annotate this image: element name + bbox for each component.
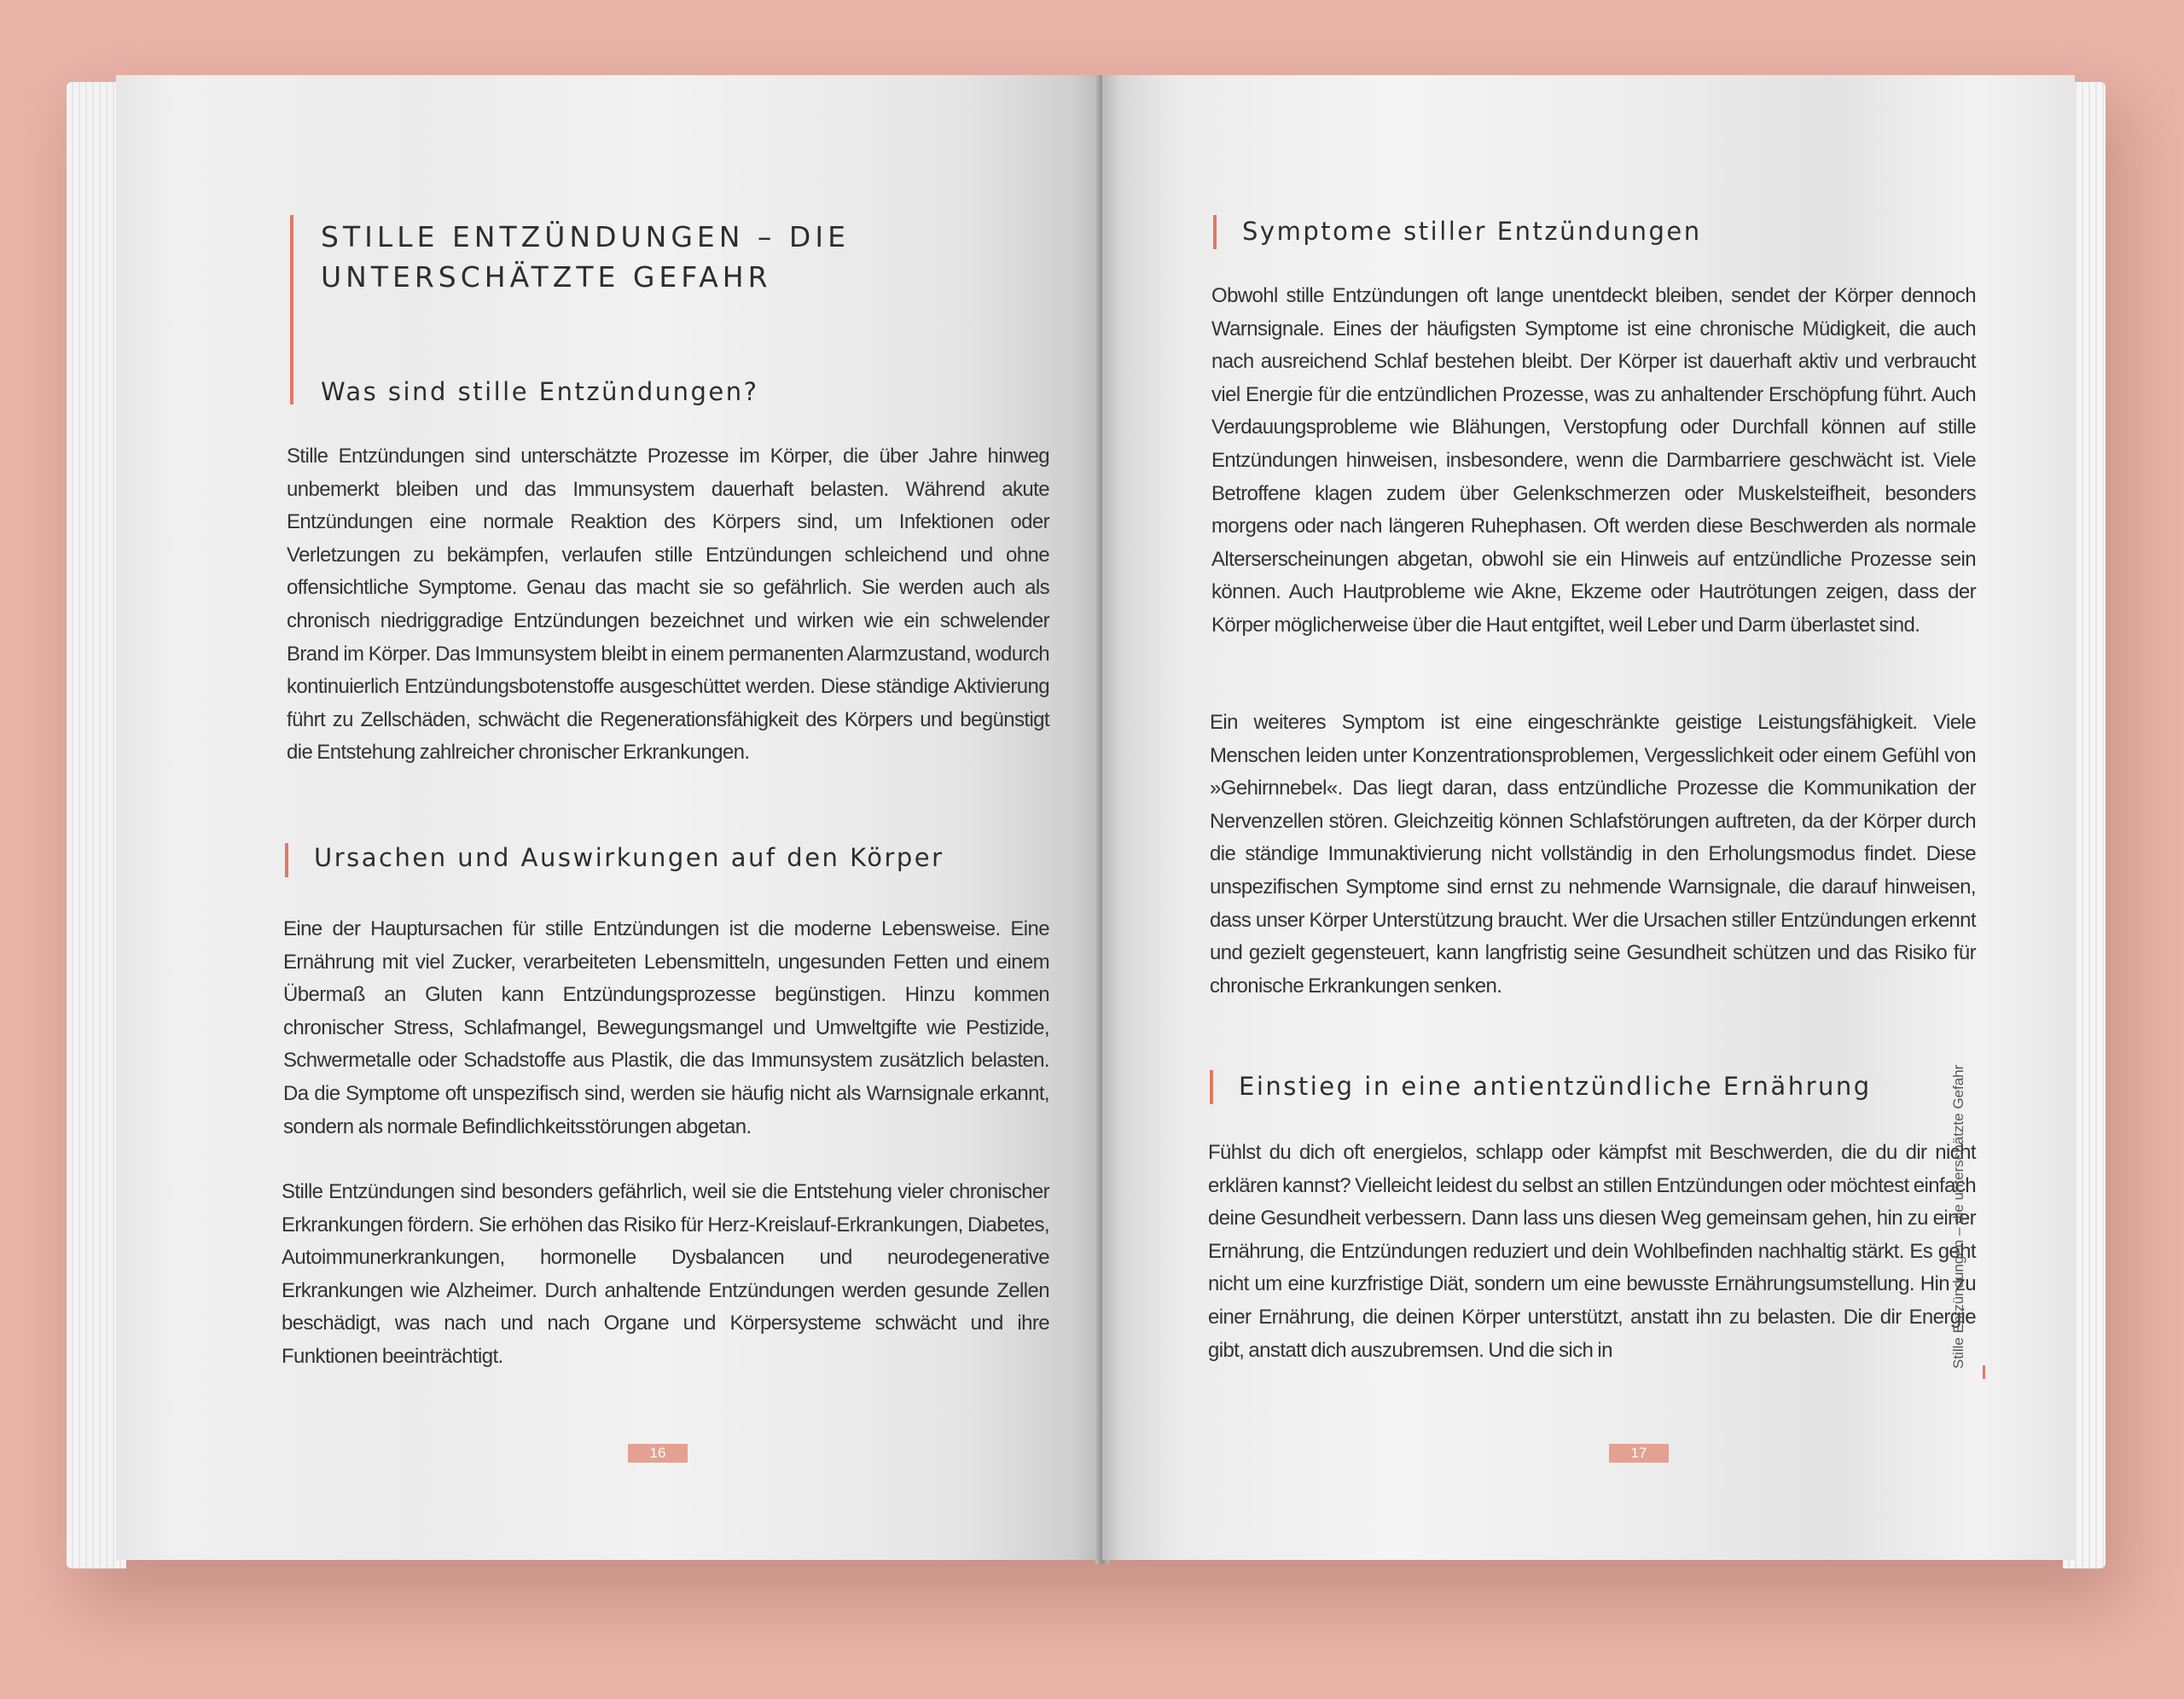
running-title-accent-bar [1983, 1365, 1985, 1379]
page-number-left: 16 [628, 1444, 688, 1463]
right-page [1102, 75, 2075, 1560]
section-heading-causes: Ursachen und Auswirkungen auf den Körper [314, 843, 944, 872]
section-accent-bar-causes [285, 843, 288, 877]
paragraph-diet: Fühlst du dich oft energielos, schlapp oder kämpfst mit Beschwerden, die du dir nicht erklären kannst? Vielleicht leidest du selbst an stillen Entzündungen oder möchtest einfach deine Gesundheit verbessern. Dann lass uns diesen Weg gemeinsam gehen, hin zu einer Ernährung, die Entzündungen reduziert und dein Wohlbefinden nachhaltig stärkt. Es geht nicht um eine kurzfristige Diät, sondern um eine bewusste Ernährungsumstellung. Hin zu einer Ernährung, die deinen Körper unterstützt, anstatt ihn zu belasten. Die dir Energie gibt, anstatt dich auszubremsen. Und die sich in [1208, 1141, 1976, 1362]
page-number-right: 17 [1609, 1444, 1669, 1463]
section-accent-bar-diet [1210, 1070, 1213, 1104]
paragraph-symptoms-1: Obwohl stille Entzündungen oft lange unentdeckt bleiben, sendet der Körper dennoch Warnsignale. Eines der häufigsten Symptome ist eine chronische Müdigkeit, die auch nach ausreichend Schlaf bestehen bleibt. Der Körper ist dauerhaft aktiv und verbraucht viel Energie für die entzündlichen Prozesse, was zu anhaltender Erschöpfung führt. Auch Verdauungsprobleme wie Blähungen, Verstopfung oder Durchfall können auf stille Entzündungen hinweisen, insbesondere, wenn die Darmbarriere geschwächt ist. Viele Betroffene klagen zudem über Gelenkschmerzen oder Muskelsteifheit, besonders morgens oder nach längeren Ruhephasen. Oft werden diese Beschwerden als normale Alterserscheinungen abgetan, obwohl sie ein Hinweis auf entzündliche Prozesse sein können. Auch Hautprobleme wie Akne, Ekzeme oder Hautrötungen zeigen, dass der Körper möglicherweise über die Haut entgiftet, weil Leber und Darm überlastet sind. [1211, 284, 1976, 637]
section-heading-symptoms: Symptome stiller Entzündungen [1242, 217, 1702, 246]
section-heading-diet: Einstieg in eine antientzündliche Ernährung [1239, 1072, 1872, 1101]
left-page [116, 75, 1102, 1560]
section-accent-bar-symptoms [1213, 215, 1217, 249]
running-title: Stille Entzündungen – die unterschätzte Gefahr [1950, 1064, 1966, 1369]
paragraph-causes-2: Stille Entzündungen sind besonders gefährlich, weil sie die Entstehung vieler chronischer Erkrankungen fördern. Sie erhöhen das Risiko für Herz-Kreislauf-Erkrankungen, Diabetes, Autoimmunerkrankungen, hormonelle Dysbalancen und neurodegenerative Erkrankungen wie Alzheimer. Durch anhaltende Entzündungen werden gesunde Zellen beschädigt, was nach und nach Organe und Körpersysteme schwächt und ihre Funktionen beeinträchtigt. [282, 1180, 1049, 1368]
paragraph-symptoms-2: Ein weiteres Symptom ist eine eingeschränkte geistige Leistungsfähigkeit. Viele Menschen leiden unter Konzentrationsproblemen, Vergesslichkeit oder einem Gefühl von »Gehirnnebel«. Das liegt daran, dass entzündliche Prozesse die Kommunikation der Nervenzellen stören. Gleichzeitig können Schlafstörungen auftreten, da der Körper durch die ständige Immunaktivierung nicht vollständig in den Erholungsmodus findet. Diese unspezifischen Symptome sind ernst zu nehmende Warnsignale, die darauf hinweisen, dass unser Körper Unterstützung braucht. Wer die Ursachen stiller Entzündungen erkennt und gezielt gegensteuert, kann langfristig seine Gesundheit schützen und das Risiko für chronische Erkrankungen senken. [1210, 711, 1976, 998]
chapter-accent-bar [290, 215, 293, 404]
chapter-title: STILLE ENTZÜNDUNGEN – DIE UNTERSCHÄTZTE GEFAHR [321, 220, 850, 294]
paragraph-what-are: Stille Entzündungen sind unterschätzte Prozesse im Körper, die über Jahre hinweg unbemerkt bleiben und das Immunsystem dauerhaft belasten. Während akute Entzündungen eine normale Reaktion des Körpers sind, um Infektionen oder Verletzungen zu bekämpfen, verlaufen stille Entzündungen schleichend und ohne offensichtliche Symptome. Genau das macht sie so gefährlich. Sie werden auch als chronisch niedriggradige Entzündungen bezeichnet und wirken wie ein schwelender Brand im Körper. Das Immunsystem bleibt in einem permanenten Alarmzustand, wodurch kontinuierlich Entzündungsbotenstoffe ausgeschüttet werden. Diese ständige Aktivierung führt zu Zellschäden, schwächt die Regenerationsfähigkeit des Körpers und begünstigt die Entstehung zahlreicher chronischer Erkrankungen. [287, 445, 1049, 765]
paragraph-causes-1: Eine der Hauptursachen für stille Entzündungen ist die moderne Lebensweise. Eine Ernährung mit viel Zucker, verarbeiteten Lebensmitteln, ungesunden Fetten und einem Übermaß an Gluten kann Entzündungsprozesse begünstigen. Hinzu kommen chronischer Stress, Schlafmangel, Bewegungsmangel und Umweltgifte wie Pestizide, Schwermetalle oder Schadstoffe aus Plastik, die das Immunsystem zusätzlich belasten. Da die Symptome oft unspezifisch sind, werden sie häufig nicht als Warnsignale erkannt, sondern als normale Befindlichkeitsstörungen abgetan. [283, 917, 1049, 1138]
open-book [67, 75, 2106, 1568]
section-heading-what-are: Was sind stille Entzündungen? [321, 377, 759, 406]
